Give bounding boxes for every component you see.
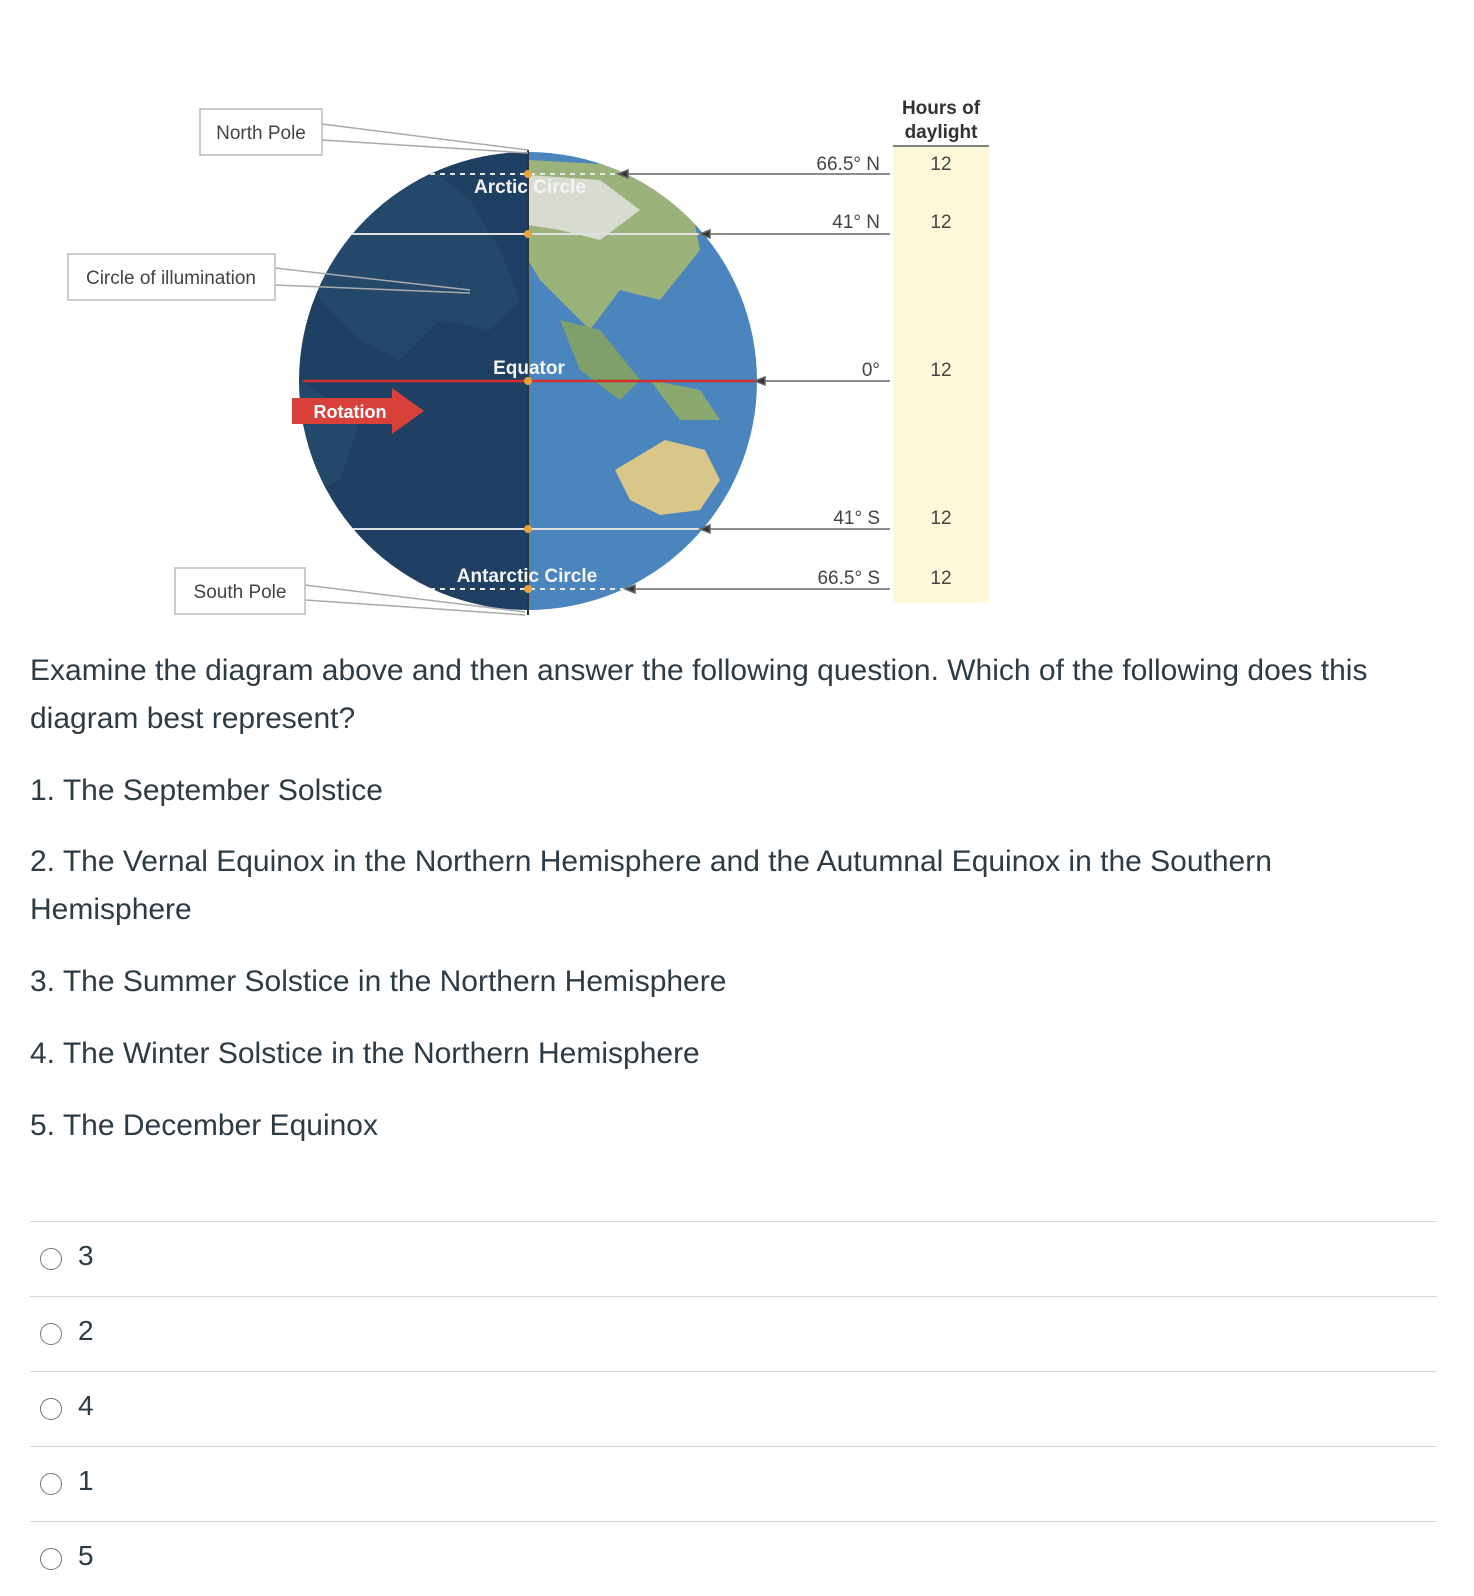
question-option-4: 4. The Winter Solstice in the Northern Hemisphere: [30, 1037, 700, 1070]
latitude-label: 66.5° N: [816, 154, 880, 175]
answer-list: [30, 1221, 1437, 1596]
radio-button[interactable]: [40, 1323, 62, 1345]
radio-button[interactable]: [40, 1548, 62, 1570]
south-pole-callout: [175, 568, 305, 614]
question-option-3: 3. The Summer Solstice in the Northern Hemisphere: [30, 965, 727, 998]
circle-of-illumination-callout: [68, 254, 275, 300]
earth-equinox-diagram: [0, 0, 1474, 640]
answer-label: 4: [78, 1390, 94, 1421]
antarctic-circle-label: Antarctic Circle: [456, 566, 598, 587]
globe: [290, 150, 770, 620]
daylight-hours: 12: [930, 212, 952, 233]
latitude-label: 41° S: [833, 508, 880, 529]
answer-option[interactable]: [30, 1446, 1437, 1521]
answer-label: 2: [78, 1315, 94, 1346]
daylight-hours: 12: [930, 154, 952, 175]
question-option-5: 5. The December Equinox: [30, 1109, 378, 1142]
north-pole-label: North Pole: [216, 123, 306, 144]
answer-option[interactable]: [30, 1221, 1437, 1296]
question-option-2: 2. The Vernal Equinox in the Northern Hemisphere and the Autumnal Equinox in the Southern Hemisphere: [30, 845, 1272, 926]
radio-button[interactable]: [40, 1473, 62, 1495]
circle-of-illumination-label: Circle of illumination: [85, 268, 257, 289]
answer-label: 3: [78, 1240, 94, 1271]
equator-label: Equator: [493, 358, 565, 379]
question-prompt: Examine the diagram above and then answer the following question. Which of the following does this diagram best represent?: [30, 654, 1368, 735]
question-option-1: 1. The September Solstice: [30, 774, 383, 807]
daylight-header-line1: Hours of: [901, 98, 981, 119]
rotation-label: Rotation: [313, 402, 387, 422]
answer-label: 1: [78, 1465, 94, 1496]
north-pole-callout: [200, 109, 322, 155]
radio-button[interactable]: [40, 1248, 62, 1270]
latitude-label: 0°: [861, 360, 880, 381]
south-pole-label: South Pole: [193, 582, 287, 603]
daylight-hours: 12: [930, 568, 952, 589]
daylight-hours: 12: [930, 508, 952, 529]
answer-option[interactable]: [30, 1371, 1437, 1446]
arctic-circle-label: Arctic Circle: [474, 177, 586, 198]
answer-option[interactable]: [30, 1296, 1437, 1371]
daylight-hours: 12: [930, 360, 952, 381]
answer-option[interactable]: [30, 1521, 1437, 1596]
radio-button[interactable]: [40, 1398, 62, 1420]
latitude-label: 66.5° S: [817, 568, 880, 589]
daylight-header-line2: daylight: [904, 122, 978, 143]
answer-label: 5: [78, 1540, 94, 1571]
latitude-label: 41° N: [832, 212, 880, 233]
